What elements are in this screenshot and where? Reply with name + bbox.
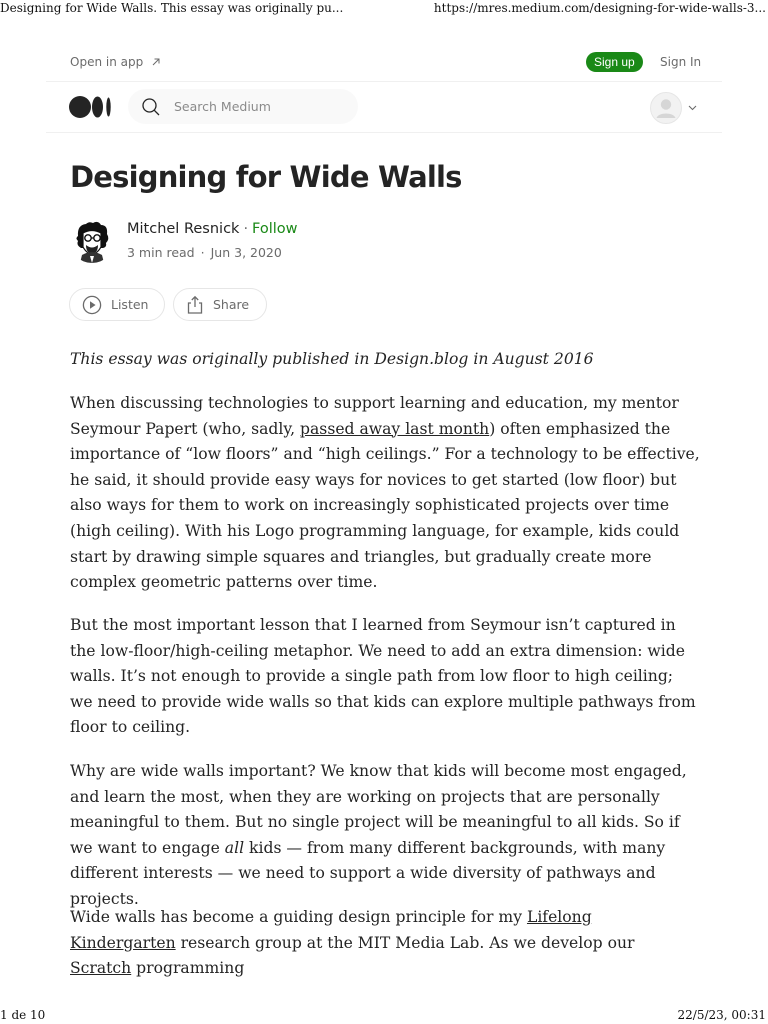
article-meta: 3 min read · Jun 3, 2020 xyxy=(127,245,282,260)
listen-label: Listen xyxy=(111,297,149,312)
publish-date: Jun 3, 2020 xyxy=(210,245,282,260)
page-number: 1 de 10 xyxy=(0,1008,46,1022)
print-datetime: 22/5/23, 00:31 xyxy=(677,1008,766,1022)
print-header-title: Designing for Wide Walls. This essay was originally pu... xyxy=(0,1,344,15)
search-input[interactable] xyxy=(172,98,346,115)
intro-paragraph: This essay was originally published in Design.blog in August 2016 xyxy=(70,350,594,368)
paragraph-4: Wide walls has become a guiding design principle for my Lifelong Kindergarten research group at the MIT Media Lab. As we develop our Scratch programming xyxy=(70,908,635,978)
open-in-app-link[interactable] xyxy=(70,55,161,69)
share-icon xyxy=(186,295,204,315)
passed-away-link[interactable]: passed away last month xyxy=(300,419,490,438)
listen-button[interactable] xyxy=(69,288,165,321)
paragraph-1: When discussing technologies to support learning and education, my mentor Seymour Papert (who, sadly, passed away last month) often emphasized the importance of “low floors” and “high ceilings.” For a technology to be effective, he said, it should provide easy ways for novices to get started (low floor) but also ways for them to work on increasingly sophisticated projects over time (high ceiling). With his Logo programming language, for example, kids could start by drawing simple squares and triangles, but gradually create more complex geometric patterns over time. xyxy=(70,394,700,592)
sign-up-button[interactable]: Sign up xyxy=(586,52,643,72)
read-time: 3 min read xyxy=(127,245,195,260)
arrow-up-right-icon xyxy=(151,57,161,67)
chevron-down-icon xyxy=(688,105,697,111)
paragraph-3: Why are wide walls important? We know that kids will become most engaged, and learn the most, when they are working on projects that are personally meaningful to them. But no single project will be meaningful to all kids. So if we want to engage all kids — from many different backgrounds, with many different interests — we need to support a wide diversity of pathways and projects. xyxy=(70,762,687,908)
lifelong-kindergarten-link[interactable]: Lifelong Kindergarten xyxy=(70,908,592,952)
emphasis-all: all xyxy=(224,838,245,857)
open-in-app-label: Open in app xyxy=(70,55,144,69)
author-line: Mitchel Resnick · Follow xyxy=(127,221,298,237)
print-footer xyxy=(0,1008,768,1024)
sign-in-link[interactable]: Sign In xyxy=(660,55,702,69)
nav-bar xyxy=(46,82,722,133)
share-button[interactable] xyxy=(173,288,267,321)
scratch-link[interactable]: Scratch xyxy=(70,959,132,978)
user-menu[interactable] xyxy=(650,92,697,124)
author-portrait-icon xyxy=(70,219,114,263)
author-name-link[interactable]: Mitchel Resnick xyxy=(127,221,240,237)
author-avatar[interactable] xyxy=(70,219,114,263)
share-label: Share xyxy=(213,297,250,312)
search-icon xyxy=(140,96,162,118)
follow-button[interactable]: Follow xyxy=(252,221,298,237)
play-circle-icon xyxy=(82,295,102,315)
print-header xyxy=(0,0,768,18)
paragraph-2: But the most important lesson that I learned from Seymour isn’t captured in the low-floor/high-ceiling metaphor. We need to add an extra dimension: wide walls. It’s not enough to provide a single path from low floor to high ceiling; we need to provide wide walls so that kids can explore multiple pathways from floor to ceiling. xyxy=(70,616,696,737)
search-box[interactable] xyxy=(128,89,358,124)
print-header-url: https://mres.medium.com/designing-for-wide-walls-3... xyxy=(433,1,766,15)
user-avatar-icon xyxy=(650,92,682,124)
article-intro xyxy=(70,347,700,373)
top-bar xyxy=(46,44,722,82)
article-title: Designing for Wide Walls xyxy=(70,160,462,194)
medium-logo-icon[interactable] xyxy=(69,95,113,119)
